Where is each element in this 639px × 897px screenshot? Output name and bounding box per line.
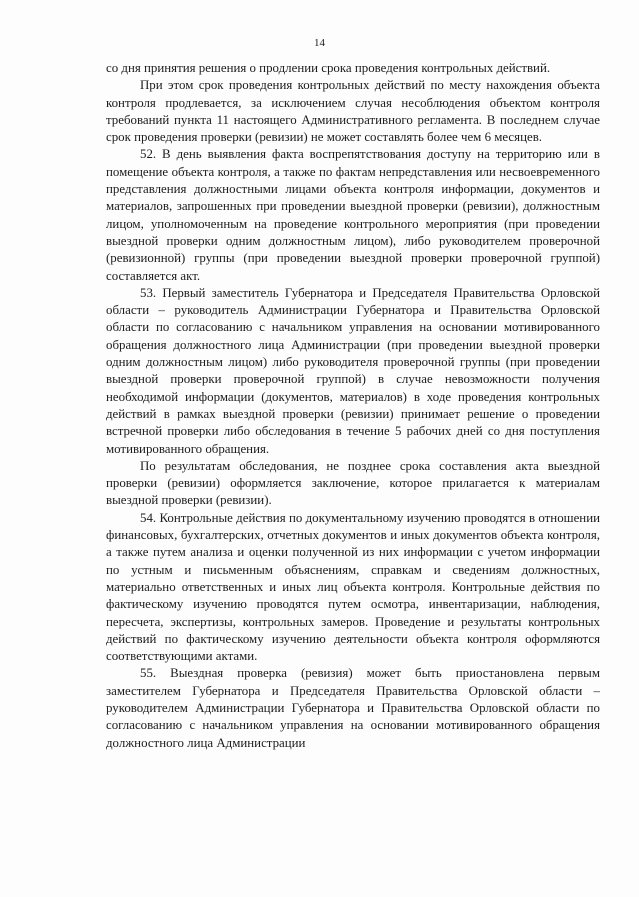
- paragraph-55: 55. Выездная проверка (ревизия) может быть приостановлена первым заместителем Губернатора и Председателя Правительства Орловской области – руководителем Администрации Губернатора и Правительства Орловской области по согласованию с начальником управления на основании мотивированного обращения должностного лица Администрации: [106, 666, 600, 750]
- page-number: 14: [314, 37, 325, 49]
- paragraph-continuation: со дня принятия решения о продлении срока проведения контрольных действий.: [106, 61, 551, 75]
- document-body: [106, 60, 600, 752]
- paragraph-52: 52. В день выявления факта воспрепятствования доступу на территорию или в помещение объекта контроля, а также по фактам непредставления или несвоевременного представления должностными лицами объекта контроля информации, документов и материалов, запрошенных при проведении выездной проверки (ревизии), должностным лицом, уполномоченным на проведение контрольного мероприятия (при проведении выездной проверки одним должностным лицом), либо руководителем проверочной (ревизионной) группы (при проведении выездной проверки проверочной группой) составляется акт.: [106, 147, 600, 283]
- paragraph-53: 53. Первый заместитель Губернатора и Председателя Правительства Орловской области – руководитель Администрации Губернатора и Правительства Орловской области по согласованию с начальником управления на основании мотивированного обращения должностного лица Администрации (при проведении выездной проверки одним должностным лицом) либо руководителя проверочной группы (при проведении выездной проверки проверочной группой) в случае невозможности получения необходимой информации (документов, материалов) в ходе проведения контрольных действий в рамках выездной проверки (ревизии) принимает решение о проведении встречной проверки либо обследования в течение 5 рабочих дней со дня поступления мотивированного обращения.: [106, 285, 600, 456]
- paragraph-54: 54. Контрольные действия по документальному изучению проводятся в отношении финансовых, бухгалтерских, отчетных документов и иных документов объекта контроля, а также путем анализа и оценки полученной из них информации с учетом информации по устным и письменным объяснениям, справкам и сведениям должностных, материально ответственных и иных лиц объекта контроля. Контрольные действия по фактическому изучению проводятся путем осмотра, инвентаризации, наблюдения, пересчета, экспертизы, контрольных замеров. Проведение и результаты контрольных действий по фактическому изучению деятельности объекта контроля оформляются соответствующими актами.: [106, 510, 600, 664]
- paragraph-deadline-extension: При этом срок проведения контрольных действий по месту нахождения объекта контроля продлевается, за исключением случая несоблюдения объектом контроля требований пункта 11 настоящего Административного регламента. В последнем случае срок проведения проверки (ревизии) не может составлять более чем 6 месяцев.: [106, 78, 600, 145]
- paragraph-survey-results: По результатам обследования, не позднее срока составления акта выездной проверки (ревизии) оформляется заключение, которое прилагается к материалам выездной проверки (ревизии).: [106, 458, 600, 508]
